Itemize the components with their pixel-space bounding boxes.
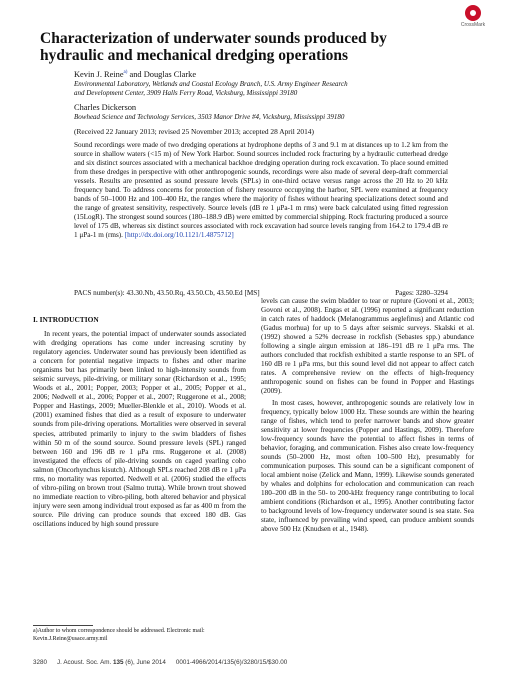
- crossmark-logo[interactable]: [453, 5, 493, 31]
- author-footnote-marker[interactable]: a): [123, 70, 128, 75]
- pacs-line: [74, 289, 448, 297]
- crossmark-icon: [465, 5, 481, 21]
- doi-link[interactable]: [http://dx.doi.org/10.1121/1.4875712]: [124, 231, 234, 240]
- correspondence-footnote: a)Author to whom correspondence should be addressed. Electronic mail: Kevin.J.Reine@usace.army.mil: [33, 628, 205, 642]
- page-number: 3280: [33, 659, 48, 666]
- left-column: [33, 315, 246, 529]
- footnote-divider: [33, 625, 93, 626]
- abstract: [74, 141, 448, 241]
- abstract-text: Sound recordings were made of two dredging operations at hydrophone depths of 3 and 9.1 m at distances up to 1.2 km from the source in shallow waters (<15 m) of New York Harbor. Sound sources included rock fracturing by a hydraulic cutterhead dredge and six distinct sources associated with a mechanical backhoe dredging operation during rock excavation. To place sound emitted from these dredges in perspective with other anthropogenic sounds, recordings were also made of several deep-draft commercial vessels. Results are presented as sound pressure levels (SPLs) in one-third octave versus range across the 20 Hz to 20 kHz frequency band. To address concerns for protection of fishery resource occupying the harbor, SPL were examined at frequency bands of 50–1000 Hz and 100–400 Hz, the ranges where the majority of fishes without hearing specializations detect sound and the range of greatest sensitivity, respectively. Source levels (dB re 1 μPa-1 m rms) were back calculated using fitted regression (15LogR). The strongest sound sources (180–188.9 dB) were emitted by commercial shipping. Rock fracturing produced a source level of 175 dB, whereas six distinct sources associated with rock excavation had source levels ranging from 164.2 to 179.4 dB re 1 μPa-1 m (rms).: [74, 141, 448, 240]
- crossmark-label: CrossMark: [460, 22, 486, 28]
- article-code: 0001-4966/2014/135(6)/3280/15/$30.00: [175, 659, 288, 666]
- author-block-2: [74, 103, 474, 122]
- affiliation-2: Bowhead Science and Technology Services, 3503 Manor Drive #4, Vicksburg, Mississippi 39180: [74, 113, 345, 121]
- journal-name: J. Acoust. Soc. Am.: [57, 659, 112, 666]
- intro-paragraph-1: In recent years, the potential impact of underwater sounds associated with dredging operations has come under increasing scrutiny by regulatory agencies. Underwater sound has previously been identified as a concern for potential negative impacts to fishes and other marine organisms but has primarily been linked to high-intensity sounds from seismic surveys, pile-driving, or military sonar (Richardson et al., 1995; Woods et al., 2001; Popper, 2003; Popper et al., 2005; Popper et al., 2006; Nedwell et al., 2006; Popper et al., 2007; Ruggerone et al., 2008; Popper and Hastings, 2009; Mueller-Blenkle et al., 2010). Woods et al. (2001) examined fishes that died as a result of exposure to underwater sounds from pile-driving operations. Mortalities were observed in several species, attributed primarily to injury to the swim bladders of fishes within 50 m of the sound source. Sound pressure levels (SPL) ranged between 160 and 196 dB re 1 μPa rms. Ruggerone et al. (2008) investigated the effects of pile-driving sounds on caged yearling coho salmon (Oncorhynchus kisutch). Although SPLs reached 208 dB re 1 μPa rms, no mortality was reported. Nedwell et al. (2006) studied the effects of vibro-piling on brown trout (Salmo trutta). While brown trout showed no immediate reaction to vibro-piling, both altered behavior and physical injury were seen among individual trout exposed as far as 400 m from the source. Pile driving can produce sounds that exceed 180 dB. Gas oscillations induced by high sound pressure: [33, 330, 246, 528]
- author-dickerson: Charles Dickerson: [74, 103, 137, 112]
- journal-issue: (6), June 2014: [125, 659, 166, 666]
- journal-volume: 135: [113, 659, 124, 666]
- affiliation-1-line-2: and Development Center, 3909 Halls Ferry Road, Vicksburg, Mississippi 39180: [74, 88, 298, 97]
- author-clarke: and Douglas Clarke: [127, 69, 197, 79]
- footer-journal: [57, 659, 166, 666]
- intro-paragraph-2: In most cases, however, anthropogenic sounds are relatively low in frequency, typically below 1000 Hz. These sounds are within the hearing range of fishes, which tend to prefer narrower bands and show greater sensitivity at lower frequencies (Popper and Hastings, 2009). Therefore low-frequency sounds have the potential to affect fishes in terms of behavior, foraging, and communication. Fishes also create low-frequency sounds (50–2000 Hz, most often 100–500 Hz), presumably for communication purposes. This sound can be a significant component of local ambient noise (Zelick and Mann, 1999). Likewise sounds generated by whales and dolphins for echolocation and communication can reach 180–200 dB in the 50- to 200-kHz frequency range contributing to local ambient conditions (Richardson et al., 1995). Another contributing factor to background levels of low-frequency underwater sound is sea state. Sea state, influenced by prevailing wind speed, can produce ambient sounds above 500 Hz (Knudsen et al., 1948).: [261, 398, 474, 534]
- right-column: [261, 297, 474, 534]
- author-names-1: [74, 68, 474, 80]
- page-range: Pages: 3280–3294: [395, 289, 448, 297]
- page-footer: [33, 659, 473, 666]
- section-heading: I. INTRODUCTION: [33, 315, 99, 324]
- article-title: Characterization of underwater sounds produced by hydraulic and mechanical dredging operations: [40, 30, 387, 64]
- received-dates: (Received 22 January 2013; revised 25 November 2013; accepted 28 April 2014): [74, 127, 314, 136]
- pacs-numbers: PACS number(s): 43.30.Nb, 43.50.Rq, 43.50.Cb, 43.50.Ed [MS]: [74, 289, 260, 297]
- affiliation-1-line-1: Environmental Laboratory, Wetlands and Coastal Ecology Branch, U.S. Army Engineer Research: [74, 79, 348, 88]
- intro-paragraph-1-continued: levels can cause the swim bladder to tear or rupture (Govoni et al., 2003; Govoni et al., 2008). Engas et al. (1996) reported a significant reduction in catch rates of haddock (Melanogrammus aeglefinus) and Atlantic cod (Gadus morhua) for up to 5 days after seismic surveys. Skalski et al. (1992) showed a 52% decrease in rockfish (Sebastes spp.) abundance following a single airgun emission at 186–191 dB re 1 μPa rms. The authors concluded that rockfish exhibited a startle response to an SPL of 160 dB re 1 μPa rms, but this sound level did not appear to affect catch rates. A comprehensive review on the effects of high-frequency anthropogenic sound on fishes can be found in Popper and Hastings (2009).: [261, 297, 474, 396]
- author-block-1: [74, 68, 474, 98]
- author-reine: Kevin J. Reine: [74, 69, 124, 79]
